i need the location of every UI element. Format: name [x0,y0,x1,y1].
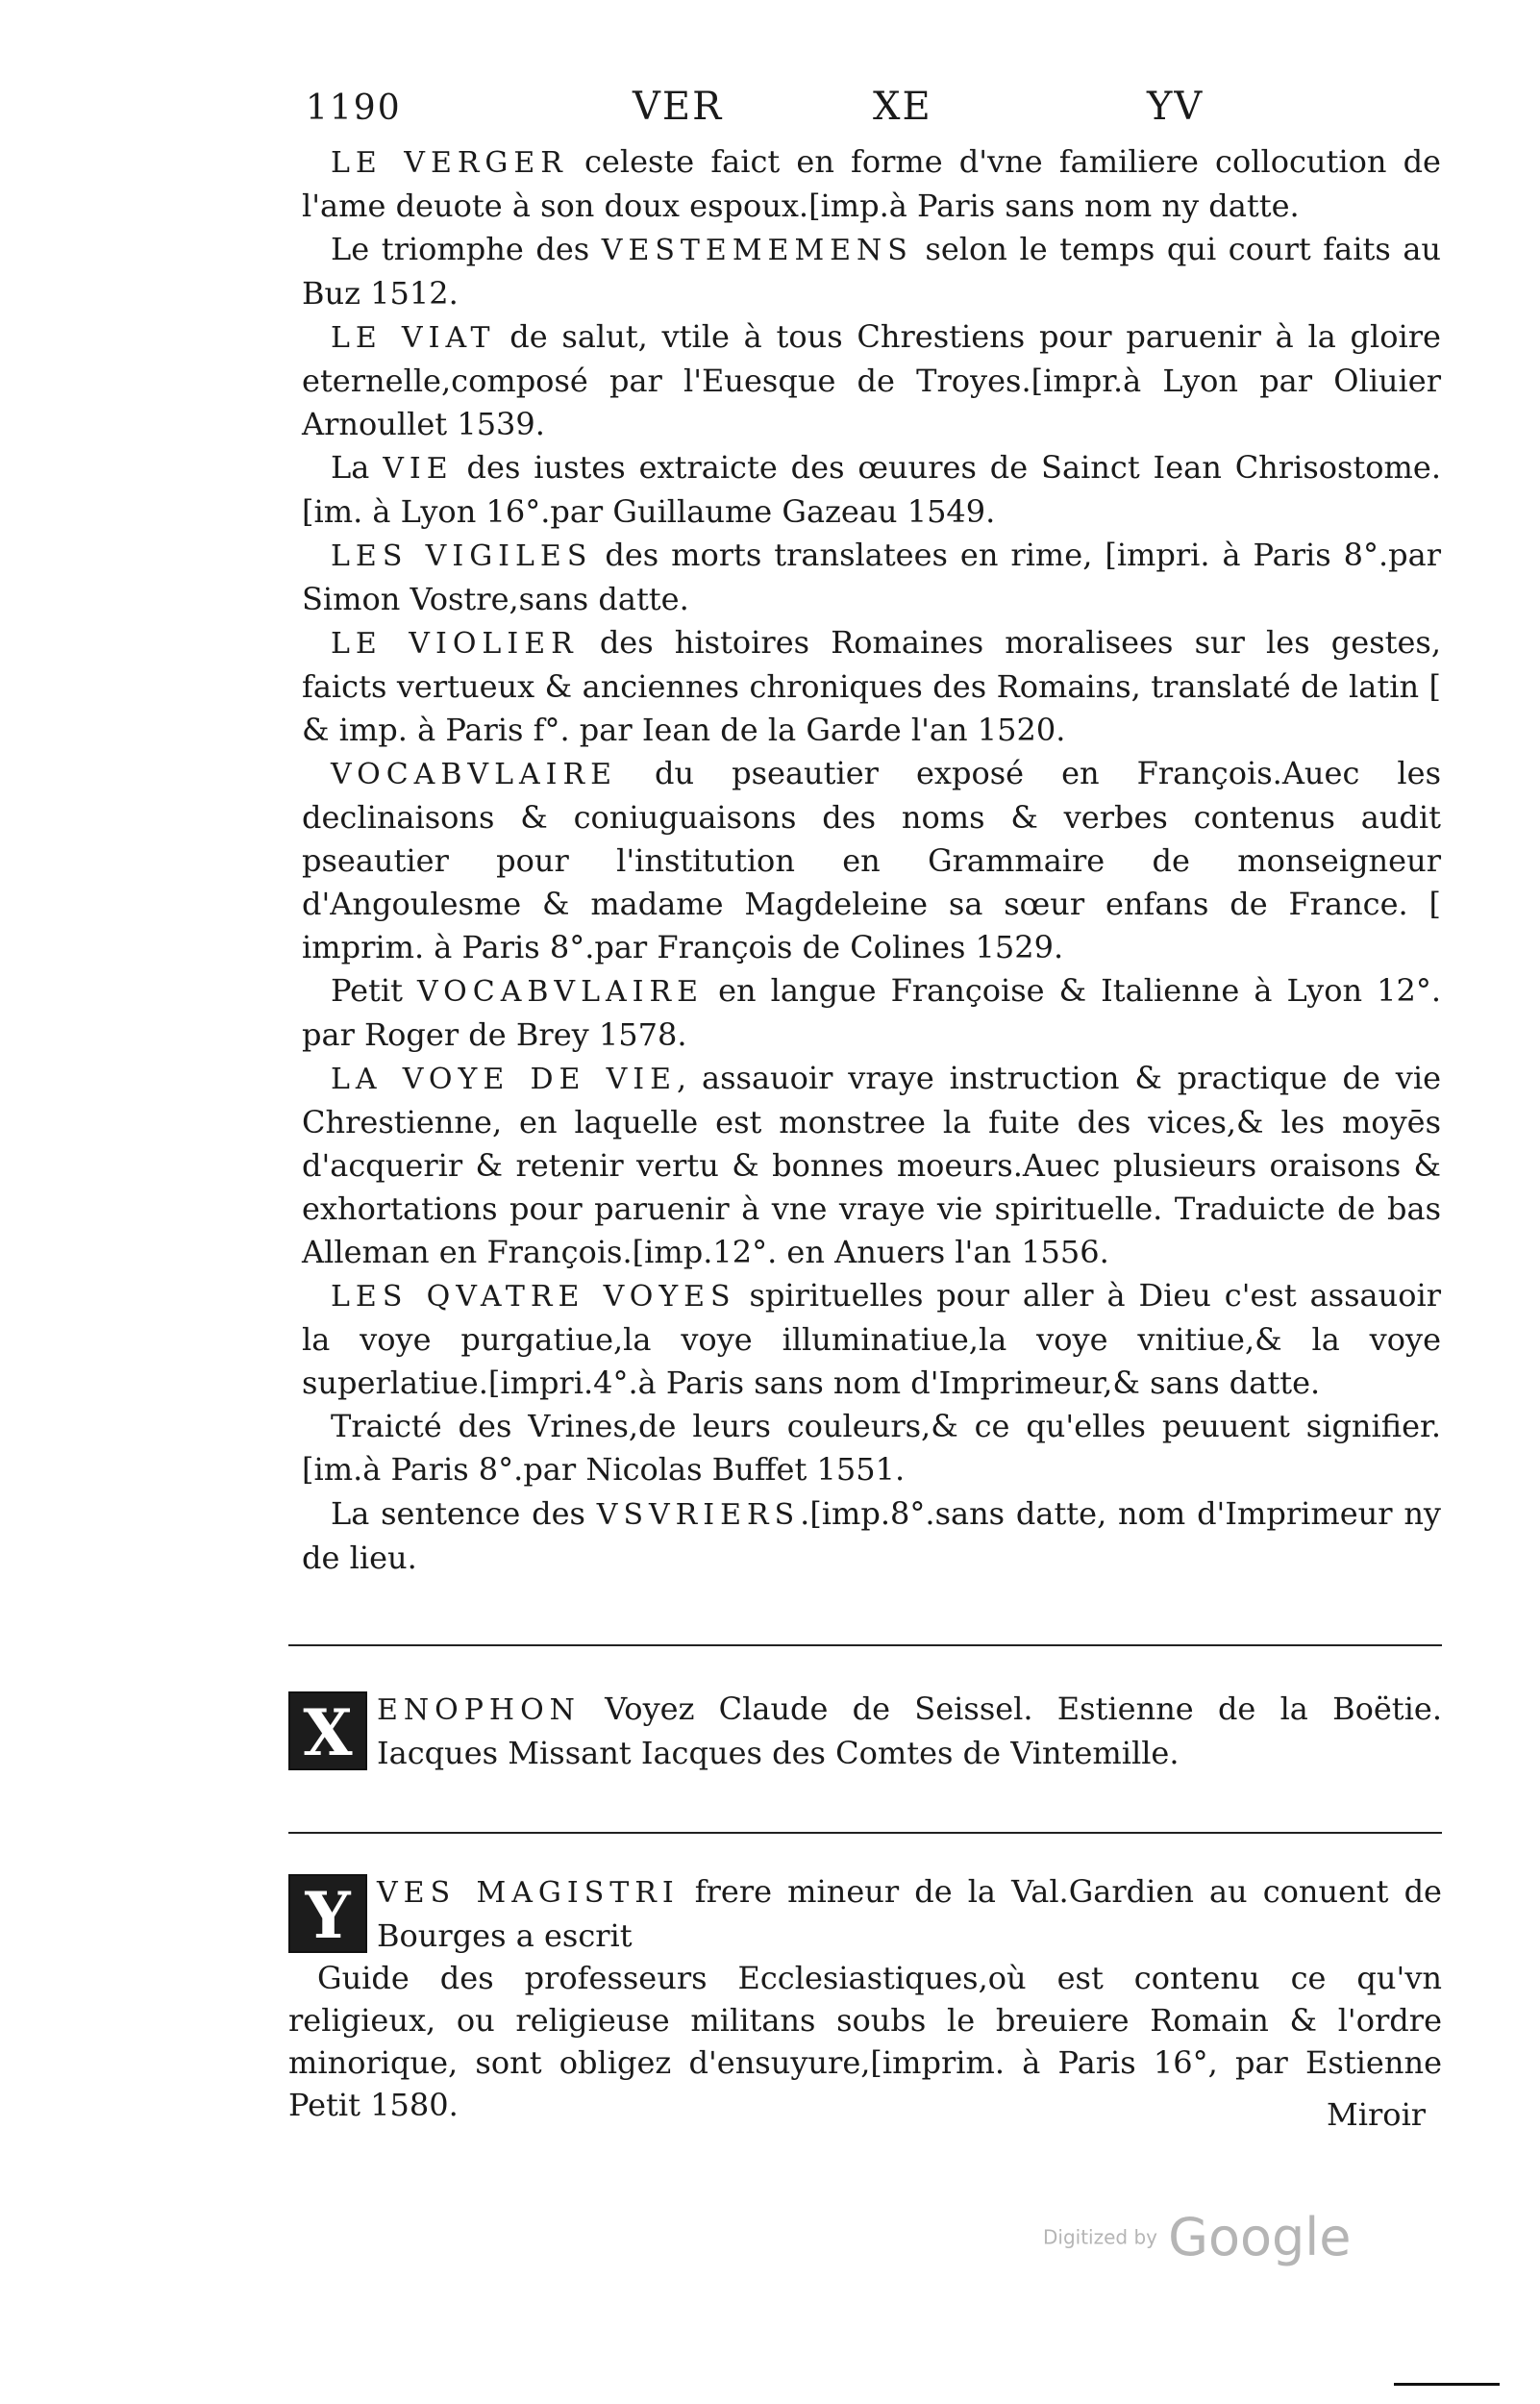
entry: Le triomphe des VESTEMEMENS selon le temps qui court faits au Buz 1512. [302,231,1441,312]
entry: LE VERGER celeste faict en forme d'vne familiere collocution de l'ame deuote à son doux espoux.[imp.à Paris sans nom ny datte. [302,143,1441,224]
google-logo: Google [1168,2207,1352,2267]
section-divider [288,1832,1442,1834]
header-word-2: XE [873,85,932,129]
section-y-entry: Guide des professeurs Ecclesiastiques,où est contenu ce qu'vn religieux, ou religieuse militans soubs le breuiere Romain & l'ordre minorique, sont obligez d'ensuyure,[imprim. à Paris 16°, par Estienne Petit 1580. [288,1960,1442,2123]
dropcap-x: X [288,1691,367,1770]
google-watermark [1043,2207,1352,2267]
entry-title: LA VOYE DE VIE [331,1063,678,1096]
entry: LES VIGILES des morts translatees en rime, [impri. à Paris 8°.par Simon Vostre,sans datte. [302,537,1441,617]
entry-title: LE VIOLIER [331,627,579,661]
entry: Petit VOCABVLAIRE en langue Françoise & Italienne à Lyon 12°. par Roger de Brey 1578. [302,972,1442,1053]
entry-title: VESTEMEMENS [601,234,913,267]
page-edge-mark [1394,2383,1500,2386]
entry: La sentence des VSVRIERS.[imp.8°.sans datte, nom d'Imprimeur ny de lieu. [302,1495,1442,1576]
entry-title: LE VIAT [331,321,496,355]
entry-title: VSVRIERS [596,1498,801,1532]
section-y-text: frere mineur de la Val.Gardien au conuent de Bourges a escrit [377,1873,1442,1954]
entry-title: LE VERGER [331,146,568,180]
entry: LA VOYE DE VIE, assauoir vraye instruction & practique de vie Chrestienne, en laquelle est monstree la fuite des vices,& les moyēs d'acquerir & retenir vertu & bonnes moeurs.Auec plusieurs oraisons & exhortations pour paruenir à vne vraye vie spirituelle. Traduicte de bas Alleman en François.[imp.12°. en Anuers l'an 1556. [302,1060,1442,1270]
section-x-title: ENOPHON [377,1693,581,1727]
header-word-3: YV [1147,85,1205,129]
entry: LE VIOLIER des histoires Romaines moralisees sur les gestes, faicts vertueux & anciennes chroniques des Romains, translaté de latin [ & imp. à Paris f°. par Iean de la Garde l'an 1520. [302,624,1441,748]
watermark-label: Digitized by [1043,2225,1157,2249]
entry: LES QVATRE VOYES spirituelles pour aller à Dieu c'est assauoir la voye purgatiue,la voye illuminatiue,la voye vnitiue,& la voye superlatiue.[impri.4°.à Paris sans nom d'Imprimeur,& sans datte. [302,1277,1441,1401]
section-divider [288,1644,1442,1646]
entry-title: VIE [383,452,454,486]
page-number: 1190 [306,88,402,128]
entry: La VIE des iustes extraicte des œuures de Sainct Iean Chrisostome. [im. à Lyon 16°.par Guillaume Gazeau 1549. [302,449,1442,530]
entry-title: LES VIGILES [331,539,593,573]
running-header [306,85,1440,142]
section-x [288,1688,1442,1774]
header-word-1: VER [633,85,724,129]
entry-title: LES QVATRE VOYES [331,1280,736,1314]
section-y [288,1870,1442,2126]
entry: LE VIAT de salut, vtile à tous Chrestiens pour paruenir à la gloire eternelle,composé par l'Euesque de Troyes.[impr.à Lyon par Oliuier Arnoullet 1539. [302,318,1441,442]
bibliography-entries [302,140,1441,1580]
entry-title: VOCABVLAIRE [417,975,705,1009]
dropcap-y: Y [288,1874,367,1953]
section-y-title: VES MAGISTRI [377,1876,680,1910]
entry: VOCABVLAIRE du pseautier exposé en François.Auec les declinaisons & coniuguaisons des noms & verbes contenus audit pseautier pour l'institution en Grammaire de monseigneur d'Angoulesme & madame Magdeleine sa sœur enfans de France. [ imprim. à Paris 8°.par François de Colines 1529. [302,755,1441,965]
entry-title: VOCABVLAIRE [331,758,617,791]
entry: Traicté des Vrines,de leurs couleurs,& ce qu'elles peuuent signifier. [im.à Paris 8°.par Nicolas Buffet 1551. [302,1408,1441,1488]
catchword: Miroir [1327,2096,1427,2133]
section-x-text: Voyez Claude de Seissel. Estienne de la Boëtie. Iacques Missant Iacques des Comtes de Vintemille. [377,1690,1442,1771]
